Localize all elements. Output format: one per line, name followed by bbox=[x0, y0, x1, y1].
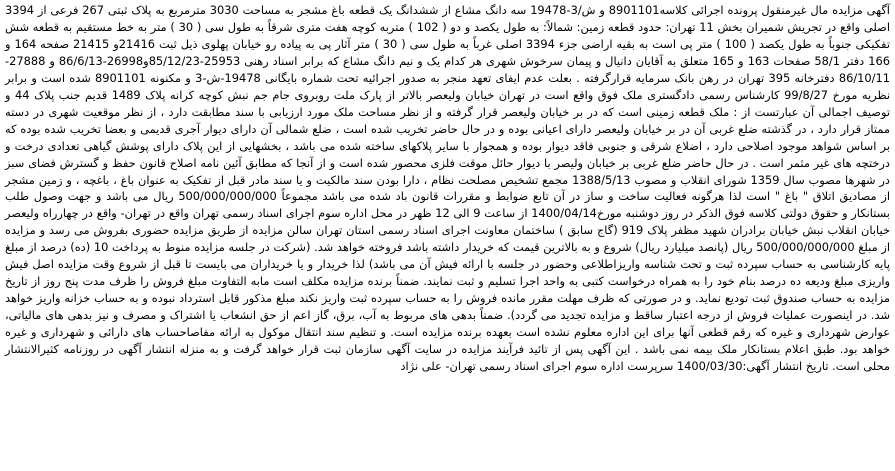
auction-notice-text: آگهی مزایده مال غیرمنقول پرونده اجرائی کلاسه8901101 و ش/3-19478 سه دانگ مشاع از ششدانگ یک قطعه باغ مشجر به مساحت 3030 مترمربع به پلاک ثبتی 267 فرعی از 3394 اصلی واقع در تجریش شمیران بخش 11 تهران: حدود قطعه زمین: شمالاً: به طول یکصد و دو ( 102 ) متربه کوچه هفت متری شرقاً به طول سی ( 30 ) متر به خط مستقیم به قطعه شش تفکیکی جنوباً به طول یکصد ( 100 ) متر پی است به بقیه اراضی جزء 3394 اصلی غرباً به طول سی ( 30 ) متر آثار پی به پیاده رو خیابان پهلوی ذیل ثبت 21416و 21415 صفحه 164 و 166 دفتر 58/1 صفحات 163 و 165 متعلق به آقایان دانیال و پیمان سرخوش شهری هر کدام یک و نیم دانگ مشاع که برابر اسناد رهنی 25953-85/12/23و26998-86/6/13 و 27888-86/10/11 دفترخانه 395 تهران در رهن بانک سرمایه قرارگرفته . بعلت عدم ایفای تعهد منجر به صدور اجرائیه تحت شماره بایگانی 19478-ش-3 و مکنونه 8901101 شده است و برابر نظریه مورخ 99/8/27 کارشناس رسمی دادگستری ملک فوق واقع است در تهران خیابان ولیعصر بالاتر از پارک ملت روبروی جام جم نبش کوچه کرانه پلاک 1489 قدیم جنب پلاک 44 و توصیف اجمالی آن عبارتست از : ملک قطعه زمینی است که در بر خیابان ولیعصر قرار گرفته و از نظر مساحت ملک مورد ارزیابی با سند مطابقت دارد ، از نظر موقعیت شهری در دسته ممتاز قرار دارد ، در گذشته ضلع غربی آن در بر خیابان ولیعصر دارای اعیانی بوده و در حال حاضر تخریب شده است ، ضلع شمالی آن دارای دیوار آجری قدیمی و بعضا تخریب شده بوده که بر اساس شواهد موجود اصلاحی دارد ، اضلاع شرقی و جنوبی فاقد دیوار بوده و همجوار با سایر پلاکهای ساخته شده می باشد ، بخشهایی از این پلاک دارای پوشش گیاهی تعدادی درخت و درختچه های غیر مثمر است . در حال حاضر ضلع غربی بر خیابان ولیصر با دیوار حائل موقت فلزی محصور شده است و از آنجا که مطابق آئین نامه اصلاح قانون حفظ و گسترش فضای سبز در شهرها مصوب سال 1359 شورای انقلاب و مصوب 1388/5/13 مجمع تشخیص مصلحت نظام ، دارا بودن سند مالکیت و یا سند مادر قبل از تفکیک به عنوان باغ ، باغچه ، و زمین مشجر از مصادیق اتلاق " باغ " است لذا هرگونه فعالیت ساخت و ساز در آن تابع ضوابط و مقررات قانون باد شده می باشد مجموعاً 500/000/000/000 ریال می باشد و جهت وصول طلب بستانکار و حقوق دولتی کلاسه فوق الذکر در روز دوشنبه مورخ1400/04/14 از ساعت 9 الی 12 ظهر در محل اداره سوم اجرای اسناد رسمی تهران واقع در تهران- واقع در چهارراه ولیعصر خیابان انقلاب نبش خیابان برادران شهید مظفر پلاک 919 (گاج سابق ) ساختمان معاونت اجرای اسناد رسمی استان تهران سالن مزایده از طریق مزایده حضوری بفروش می رسد و مزایده از مبلغ 500/000/000/000 ریال (پانصد میلیارد ریال) شروع و به بالاترین قیمت که خریدار داشته باشد فروخته خواهد شد. (شرکت در جلسه مزایده منوط به پرداخت 10 (ده) درصد از مبلغ پایه کارشناسی به حساب سپرده ثبت و تحت شناسه واریزاطلاعی وحضور در جلسه با ارائه فیش آن می باشد) لذا خریدار و یا خریداران می بایست تا قبل از شروع وقت مزایده اصل فیش واریزی مبلغ ودیعه ده درصد بنام خود را به همراه درخواست کتبی به واحد اجرا تسلیم و ثبت نمایند. ضمناً برنده مزایده مکلف است مابه التفاوت مبلغ فروش را ظرف مدت پنج روز از تاریخ مزایده به حساب صندوق ثبت تودیع نماید. و در صورتی که ظرف مهلت مقرر مانده فروش را به حساب سپرده ثبت واریز نکند مبلغ مذکور قابل استرداد نبوده و به حساب خزانه واریز خواهد شد. در اینصورت عملیات فروش از درجه اعتبار ساقط و مزایده تجدید می گردد). ضمناً بدهی های مربوط به آب، برق، گاز اعم از حق انشعاب یا اشتراک و مصرف و نیز بدهی های مالیاتی، عوارض شهرداری و غیره که رقم قطعی آنها برای این اداره معلوم نشده است بعهده برنده مزایده است. و تنظیم سند انتقال موکول به ارائه مفاصاحساب های دارائی و شهرداری و غیره خواهد بود. طبق اعلام بستانکار ملک بیمه نمی باشد . این آگهی پس از تائید فرآیند مزایده در سایت آگهی سازمان ثبت قرار خواهد گرفت و به منزله انتشار آگهی در روزنامه کثیرالانتشار محلی است. تاریخ انتشار آگهی:1400/03/30 سرپرست اداره سوم اجرای اسناد رسمی تهران- علی نژاد bbox=[5, 3, 891, 374]
